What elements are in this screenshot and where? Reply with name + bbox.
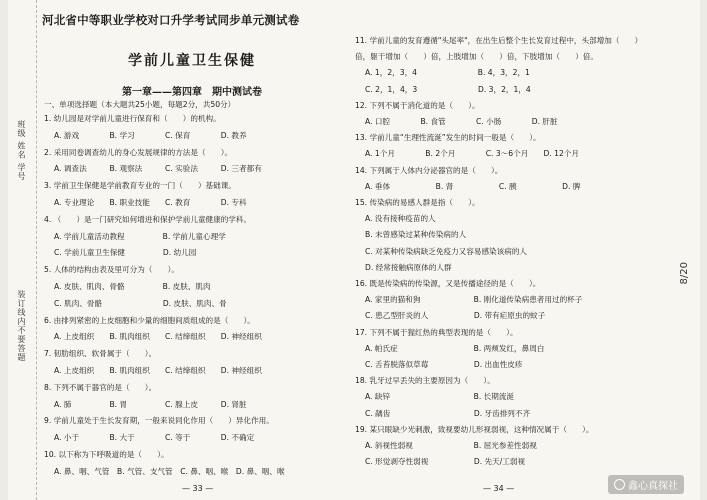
question-stem: 13. 学前儿童“生理性流涎”发生的时间一般是（ ）。 — [355, 133, 541, 143]
question-stem: 10. 以下称为下呼吸道的是（ ）。 — [44, 450, 169, 459]
answer-options: A. 皮肤、肌肉、骨骼 B. 皮肤、肌肉 — [54, 282, 211, 291]
answer-options: C. 2，1，4，3 D. 3，2，1，4 — [365, 84, 531, 94]
question-stem: 1. 幼儿园是对学前儿童进行保育和（ ）的机构。 — [44, 114, 221, 123]
left-page — [42, 0, 342, 500]
section-heading: 一、单项选择题（本大题共25小题，每题2分，共50分） — [44, 100, 236, 109]
answer-options: C. 患乙型肝炎的人 D. 带有疟原虫的蚊子 — [365, 311, 546, 321]
answer-options: A. 家里的猫和狗 B. 刚化道传染病患者用过的杯子 — [365, 295, 583, 305]
question-stem: 4. （ ）是一门研究如何增进和保护学前儿童健康的学科。 — [44, 214, 252, 224]
answer-options: B. 未曾感染过某种传染病的人 — [365, 230, 467, 240]
question-stem: 11. 学前儿童的发育遵循"头尾率"，在出生后整个生长发育过程中，头部增加（ ） — [355, 36, 643, 45]
subject-title: 学前儿童卫生保健 — [128, 53, 256, 69]
question-stem: 17. 下列不属于猩红热的典型表现的是（ ）。 — [355, 327, 518, 337]
chapter-title: 第一章——第四章 期中测试卷 — [122, 87, 262, 98]
right-page — [353, 0, 653, 500]
binding-gutter — [8, 0, 37, 500]
question-stem: 6. 由排列紧密的上皮细胞和少量的细胞间质组成的是（ ）。 — [44, 315, 255, 325]
question-stem: 15. 传染病的易感人群是指（ ）。 — [355, 198, 480, 207]
question-stem: 12. 下列不属于消化道的是（ ）。 — [355, 100, 480, 110]
answer-options: A. 1，2，3，4 B. 4，3，2，1 — [365, 68, 530, 78]
question-stem: 9. 学前儿童处于生长发育期，一般来说同化作用（ ）异化作用。 — [44, 416, 274, 426]
question-stem: 2. 采用同卷调查幼儿的身心发展规律的方法是（ ）。 — [44, 147, 233, 157]
answer-options: A. 上皮组织 B. 肌肉组织 C. 结缔组织 D. 神经组织 — [54, 332, 262, 342]
question-stem: 倍，躯干增加（ ）倍，上肢增加（ ）倍，下肢增加（ ）倍。 — [355, 52, 598, 62]
exam-sheet — [8, 0, 700, 500]
watermark-text: 鑫心真探社 — [628, 481, 678, 492]
page-number-left: — 33 — — [182, 484, 214, 493]
question-stem: 3. 学前卫生保健是学前教育专业的一门（ ）基础课。 — [44, 181, 236, 191]
answer-options: C. 学前儿童卫生保健 D. 幼儿园 — [54, 248, 197, 258]
answer-options: A. 1个月 B. 2个月 C. 3～6个月 D. 12个月 — [365, 149, 579, 159]
answer-options: A. 口腔 B. 食管 C. 小肠 D. 肝脏 — [365, 117, 558, 126]
answer-options: A. 肺 B. 胃 C. 腺上皮 D. 肾脏 — [54, 399, 247, 409]
answer-options: C. 龋齿 D. 牙齿排列不齐 — [365, 408, 531, 418]
answer-options: A. 没有接种疫苗的人 — [365, 214, 436, 224]
answer-options: A. 帕氏症 B. 两颊发红，鼻周白 — [365, 343, 545, 353]
answer-options: A. 学前儿童活动教程 B. 学前儿童心理学 — [54, 231, 226, 241]
watermark — [608, 475, 684, 494]
gutter-warning: 装订线内不要答题 — [17, 290, 26, 362]
answer-options: A. 小于 B. 大于 C. 等于 D. 不确定 — [54, 433, 255, 443]
gutter-fields: 班级 姓名 学号 — [17, 120, 26, 182]
answer-options: A. 缺锌 B. 长期流涎 — [365, 392, 515, 402]
question-stem: 5. 人体的结构由表及里可分为（ ）。 — [44, 265, 179, 275]
question-stem: 14. 下列属于人体内分泌器官的是（ ）。 — [355, 165, 503, 175]
question-stem: 8. 下列不属于器官的是（ ）。 — [44, 382, 157, 392]
question-stem: 7. 韧肋组织、软骨属于（ ）。 — [44, 349, 157, 359]
answer-options: A. 专业理论 B. 职业技能 C. 教育 D. 专科 — [54, 198, 247, 207]
answer-options: C. 形觉剥夺性弱视 D. 先天/工弱视 — [365, 457, 526, 467]
answer-options: C. 对某种传染病缺乏免疫力又容易感染该病的人 — [365, 246, 528, 256]
answer-options: C. 舌苔脱落似草莓 D. 出血性皮疹 — [365, 360, 523, 369]
answer-options: A. 调查法 B. 观察法 C. 实验法 D. 三者都有 — [54, 164, 262, 174]
answer-options: D. 经常接触病原体的人群 — [365, 262, 452, 272]
watermark-icon — [614, 479, 625, 490]
answer-options: A. 垂体 B. 肾 C. 胰 D. 脾 — [365, 181, 581, 191]
question-stem: 19. 某只眼缺少光刺激，致视要幼儿形视弱视，这种情况属于（ ）。 — [355, 424, 594, 434]
answer-options: A. 鼻、咽、气管 B. 气管、支气管 C. 鼻、咽、喉 D. 鼻、咽、喉 — [54, 466, 285, 476]
answer-options: A. 斜视性弱视 B. 屈光参差性弱视 — [365, 441, 537, 450]
answer-options: C. 肌肉、骨骼 D. 皮肤、肌肉、骨 — [54, 298, 227, 308]
question-stem: 18. 乳牙过早丢失的主要原因为（ ）。 — [355, 376, 495, 386]
answer-options: A. 游戏 B. 学习 C. 保育 D. 教养 — [54, 130, 247, 140]
side-page-count: 8/20 — [679, 262, 690, 285]
exam-header: 河北省中等职业学校对口升学考试同步单元测试卷 — [42, 13, 300, 27]
answer-options: A. 上皮组织 B. 肌肉组织 C. 结缔组织 D. 神经组织 — [54, 366, 262, 375]
page-number-right: — 34 — — [483, 484, 515, 493]
question-stem: 16. 既是传染病的传染源，又是传播途径的是（ ）。 — [355, 279, 541, 288]
